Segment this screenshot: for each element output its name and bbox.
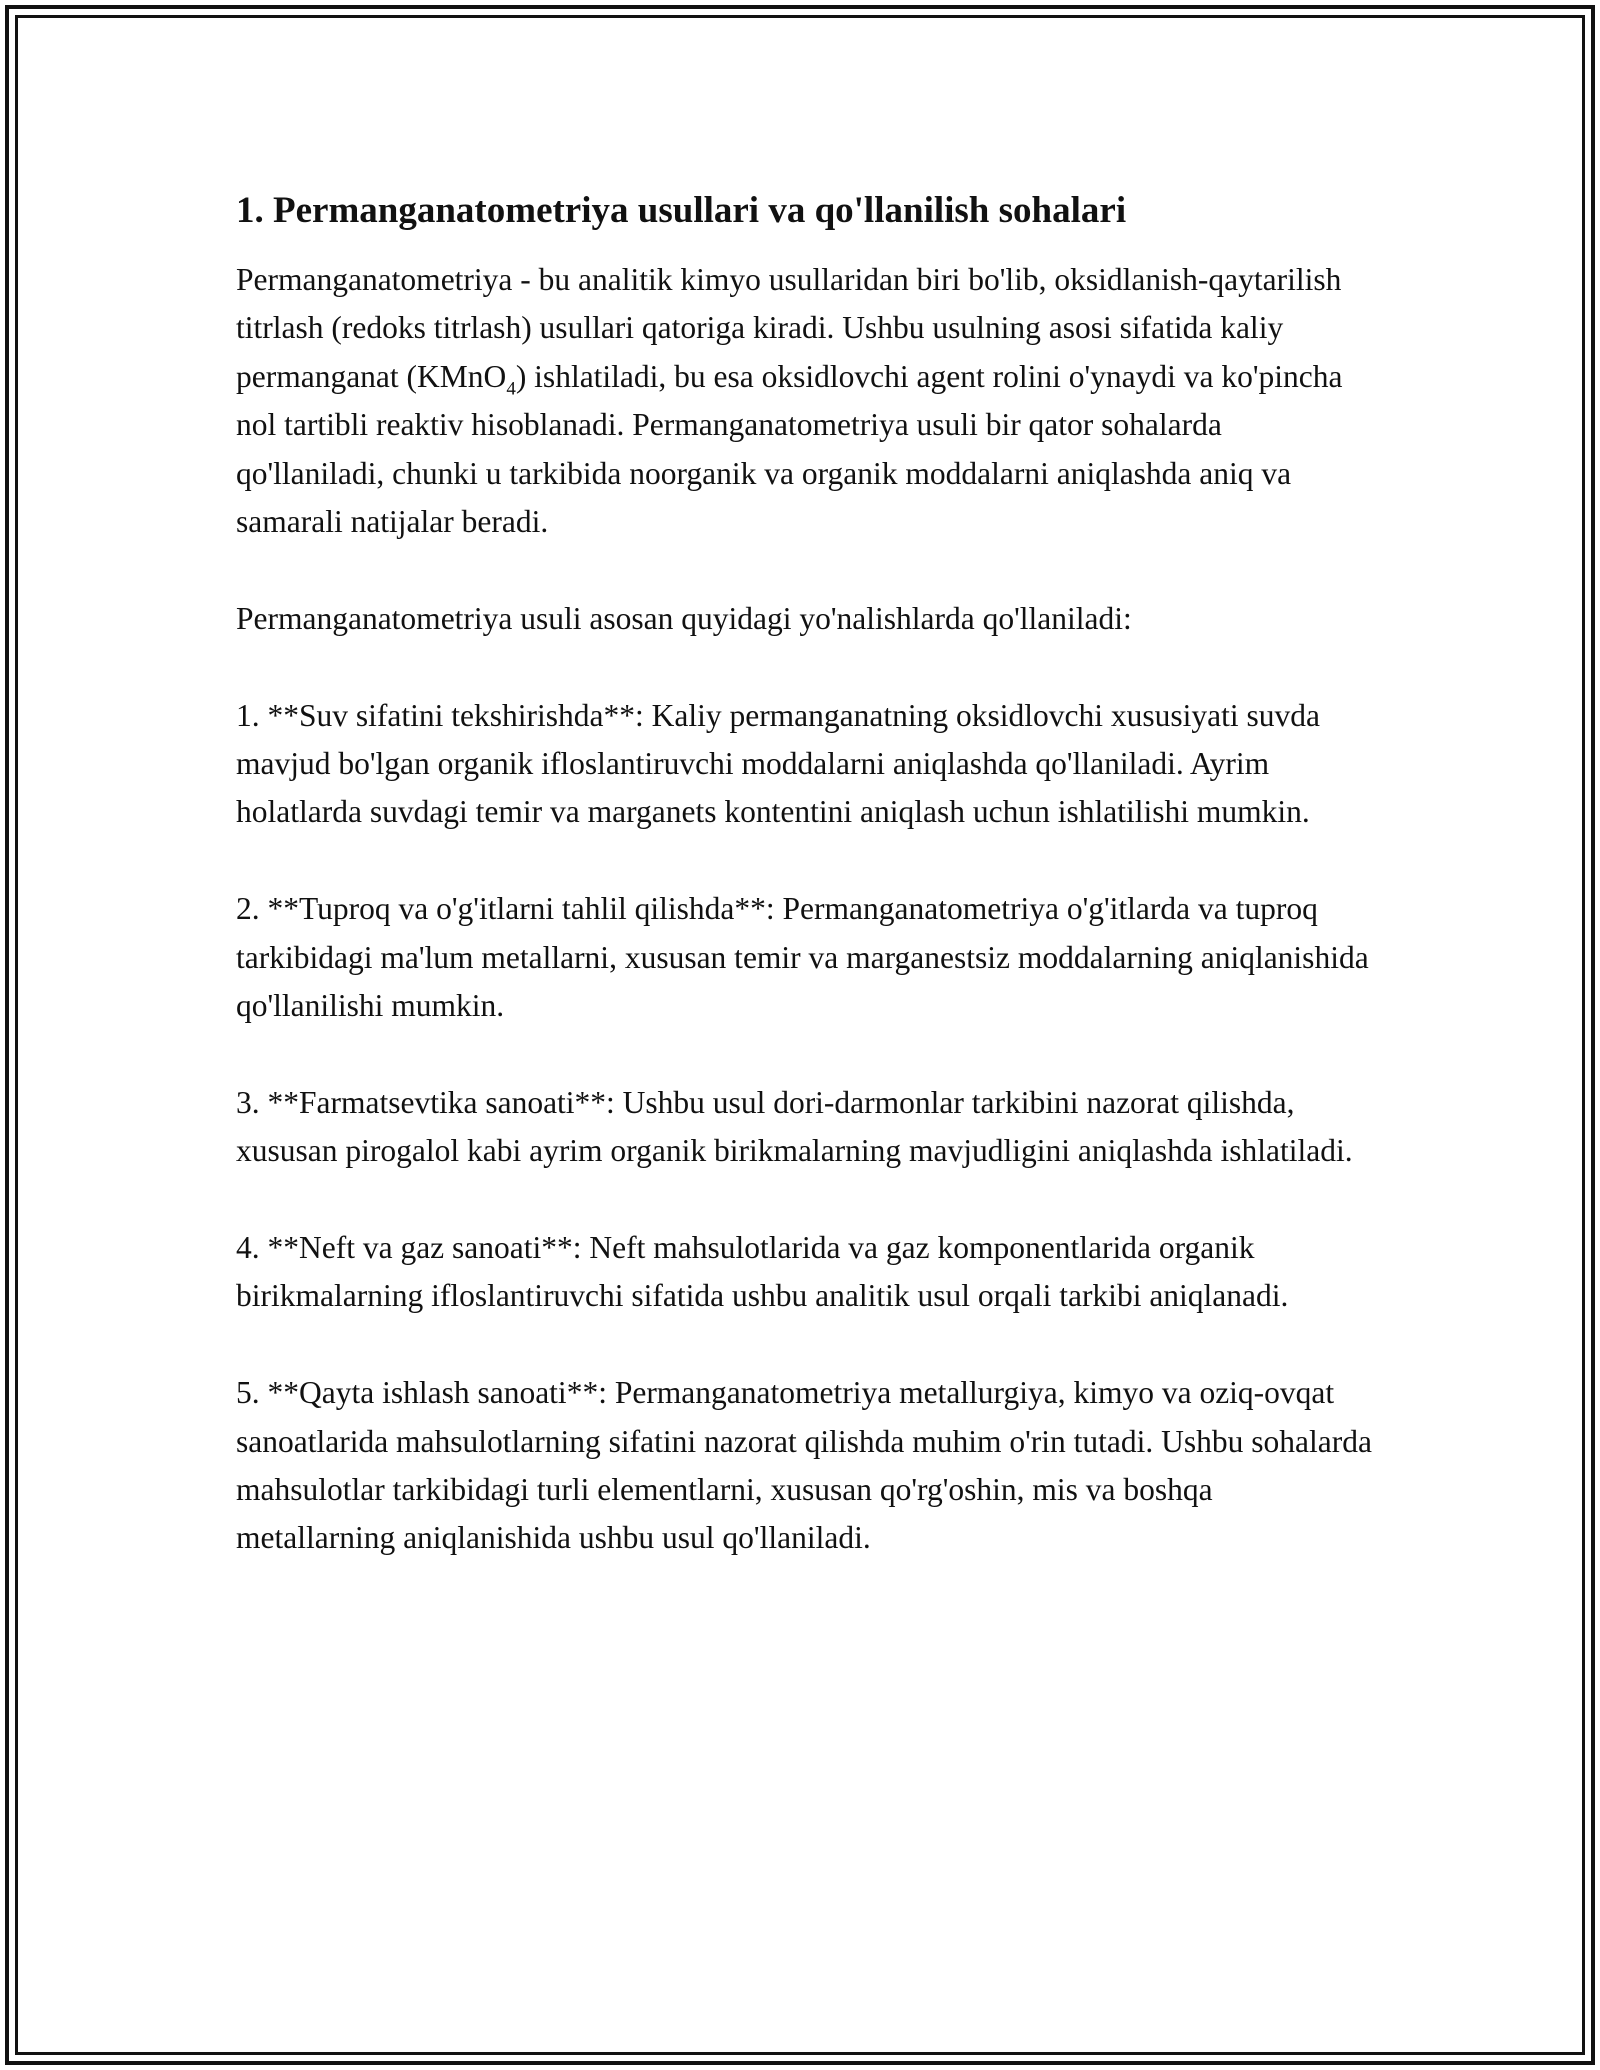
intro-text-after-formula: ) ishlatiladi, bu esa oksidlovchi agent rolini o'ynaydi va ko'pincha nol tartibli reaktiv hisoblanadi. Permanganatometriya usuli bir qator sohalarda qo'llaniladi, chunki u tarkibida noorganik va organik moddalarni aniqlashda aniq va samarali natijalar beradi. [236, 358, 1343, 540]
paragraph-spacer [236, 546, 1376, 594]
list-intro-paragraph: Permanganatometriya usuli asosan quyidagi yo'nalishlarda qo'llaniladi: [236, 600, 1132, 636]
section-heading: 1. Permanganatometriya usullari va qo'llanilish sohalari [236, 190, 1127, 231]
list-item-5: 5. **Qayta ishlash sanoati**: Permanganatometriya metallurgiya, kimyo va oziq-ovqat sanoatlarida mahsulotlarning sifatini nazorat qilishda muhim o'rin tutadi. Ushbu sohalarda mahsulotlar tarkibidagi turli elementlarni, xususan qo'rg'oshin, mis va boshqa metallarning aniqlanishida ushbu usul qo'llaniladi. [236, 1375, 1372, 1556]
list-item-4: 4. **Neft va gaz sanoati**: Neft mahsulotlarida va gaz komponentlarida organik birikmalarning ifloslantiruvchi sifatida ushbu analitik usul orqali tarkibi aniqlanadi. [236, 1230, 1289, 1314]
paragraph-spacer [236, 837, 1376, 885]
formula-kmno4 [417, 358, 516, 400]
paragraph-spacer [236, 1176, 1376, 1224]
paragraph-spacer [236, 643, 1376, 691]
intro-text-before-formula: Permanganatometriya - bu analitik kimyo usullaridan biri bo'lib, oksidlanish-qaytarilish titrlash (redoks titrlash) usullari qatoriga kiradi. Ushbu usulning asosi sifatida kaliy permanganat ( [236, 262, 1342, 394]
list-item-3: 3. **Farmatsevtika sanoati**: Ushbu usul dori-darmonlar tarkibini nazorat qilishda, xususan pirogalol kabi ayrim organik birikmalarning mavjudligini aniqlashda ishlatiladi. [236, 1084, 1353, 1169]
paragraph-spacer [236, 1321, 1376, 1369]
list-item-1: 1. **Suv sifatini tekshirishda**: Kaliy permanganatning oksidlovchi xususiyati suvda mavjud bo'lgan organik ifloslantiruvchi moddalarni aniqlashda qo'llaniladi. Ayrim holatlarda suvdagi temir va marganets kontentini aniqlash uchun ishlatilishi mumkin. [236, 697, 1320, 830]
intro-paragraph [236, 256, 1376, 546]
formula-main: KMnO [417, 358, 507, 394]
document-body [236, 186, 1376, 1563]
paragraph-spacer [236, 1030, 1376, 1078]
list-item-2: 2. **Tuproq va o'g'itlarni tahlil qilishda**: Permanganatometriya o'g'itlarda va tuproq tarkibidagi ma'lum metallarni, xususan temir va marganestsiz moddalarning aniqlanishida qo'llanilishi mumkin. [236, 891, 1369, 1024]
formula-subscript: 4 [506, 378, 516, 400]
